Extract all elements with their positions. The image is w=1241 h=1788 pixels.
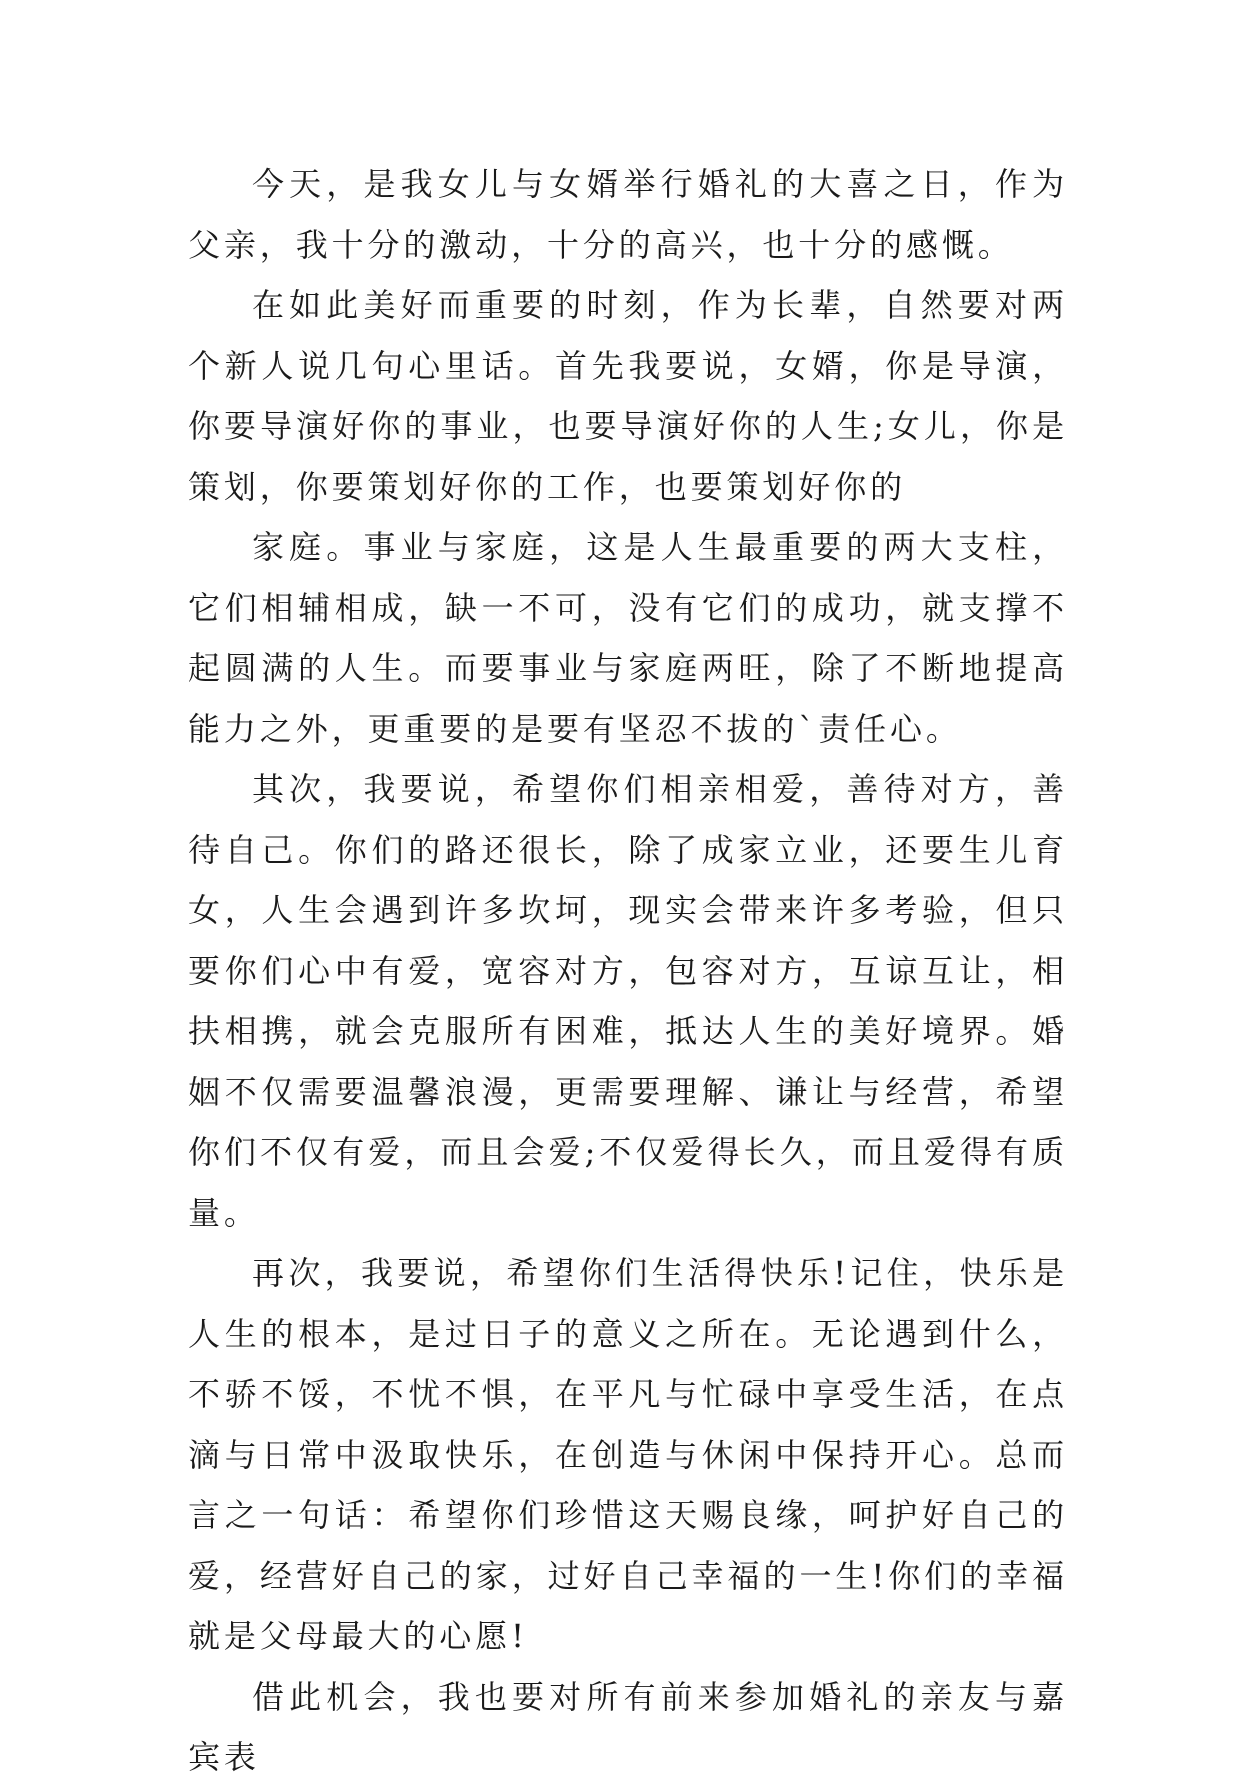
paragraph-4: 其次，我要说，希望你们相亲相爱，善待对方，善待自己。你们的路还很长，除了成家立业，还要生儿育女，人生会遇到许多坎坷，现实会带来许多考验，但只要你们心中有爱，宽容对方，包容对方，互谅互让，相扶相携，就会克服所有困难，抵达人生的美好境界。婚姻不仅需要温馨浪漫，更需要理解、谦让与经营，希望你们不仅有爱，而且会爱;不仅爱得长久，而且爱得有质量。 [188, 770, 1068, 1232]
paragraph-2: 在如此美好而重要的时刻，作为长辈，自然要对两个新人说几句心里话。首先我要说，女婿，你是导演，你要导演好你的事业，也要导演好你的人生;女儿，你是策划，你要策划好你的工作，也要策划好你的 [188, 286, 1068, 506]
document-body [188, 154, 1068, 1788]
paragraph-1: 今天，是我女儿与女婿举行婚礼的大喜之日，作为父亲，我十分的激动，十分的高兴，也十分的感慨。 [188, 165, 1068, 264]
paragraph-6: 借此机会，我也要对所有前来参加婚礼的亲友与嘉宾表 [188, 1677, 1068, 1776]
paragraph-5: 再次，我要说，希望你们生活得快乐!记住，快乐是人生的根本，是过日子的意义之所在。无论遇到什么，不骄不馁，不忧不惧，在平凡与忙碌中享受生活，在点滴与日常中汲取快乐，在创造与休闲中保持开心。总而言之一句话：希望你们珍惜这天赐良缘，呵护好自己的爱，经营好自己的家，过好自己幸福的一生!你们的幸福就是父母最大的心愿! [188, 1254, 1068, 1655]
paragraph-3: 家庭。事业与家庭，这是人生最重要的两大支柱，它们相辅相成，缺一不可，没有它们的成功，就支撑不起圆满的人生。而要事业与家庭两旺，除了不断地提高能力之外，更重要的是要有坚忍不拔的`责任心。 [188, 528, 1068, 748]
